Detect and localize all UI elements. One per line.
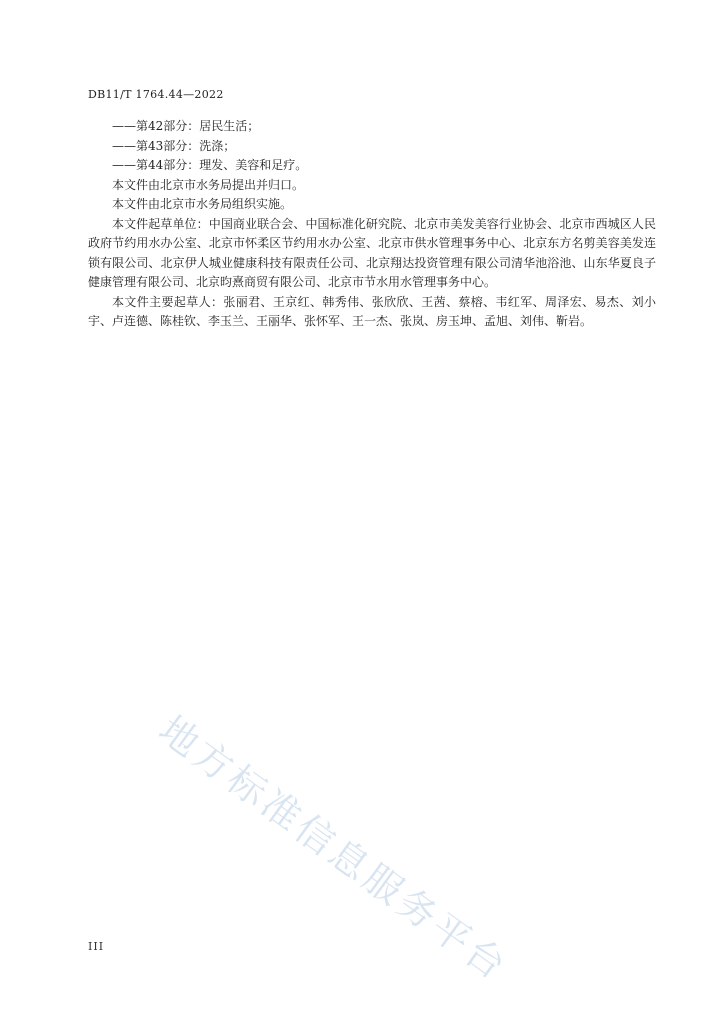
drafting-units-paragraph: 本文件起草单位：中国商业联合会、中国标准化研究院、北京市美发美容行业协会、北京市西城区人民政府节约用水办公室、北京市怀柔区节约用水办公室、北京市供水管理事务中心、北京东方名剪美容美发连锁有限公司、北京伊人城业健康科技有限责任公司、北京翔达投资管理有限公司清华池浴池、山东华夏良子健康管理有限公司、北京昀熹商贸有限公司、北京市节水用水管理事务中心。: [88, 216, 656, 289]
organized-by-paragraph: 本文件由北京市水务局组织实施。: [112, 197, 293, 211]
proposed-by-paragraph: 本文件由北京市水务局提出并归口。: [112, 177, 305, 192]
part-list-item: ——第42部分：居民生活；: [112, 119, 260, 133]
document-code: DB11/T 1764.44—2022: [88, 88, 224, 101]
drafters-paragraph: 本文件主要起草人：张丽君、王京红、韩秀伟、张欣欣、王茜、蔡榕、韦红军、周泽宏、易杰、刘小宇、卢连德、陈桂钦、李玉兰、王丽华、张怀军、王一杰、张岚、房玉坤、孟旭、刘伟、靳岩。: [88, 294, 656, 328]
part-list-item: ——第43部分：洗涤；: [112, 138, 236, 153]
page-number: III: [88, 940, 105, 953]
part-list-item: ——第44部分：理发、美容和足疗。: [112, 158, 308, 172]
document-body: [88, 117, 656, 332]
watermark: 地方标准信息服务平台: [150, 707, 517, 990]
